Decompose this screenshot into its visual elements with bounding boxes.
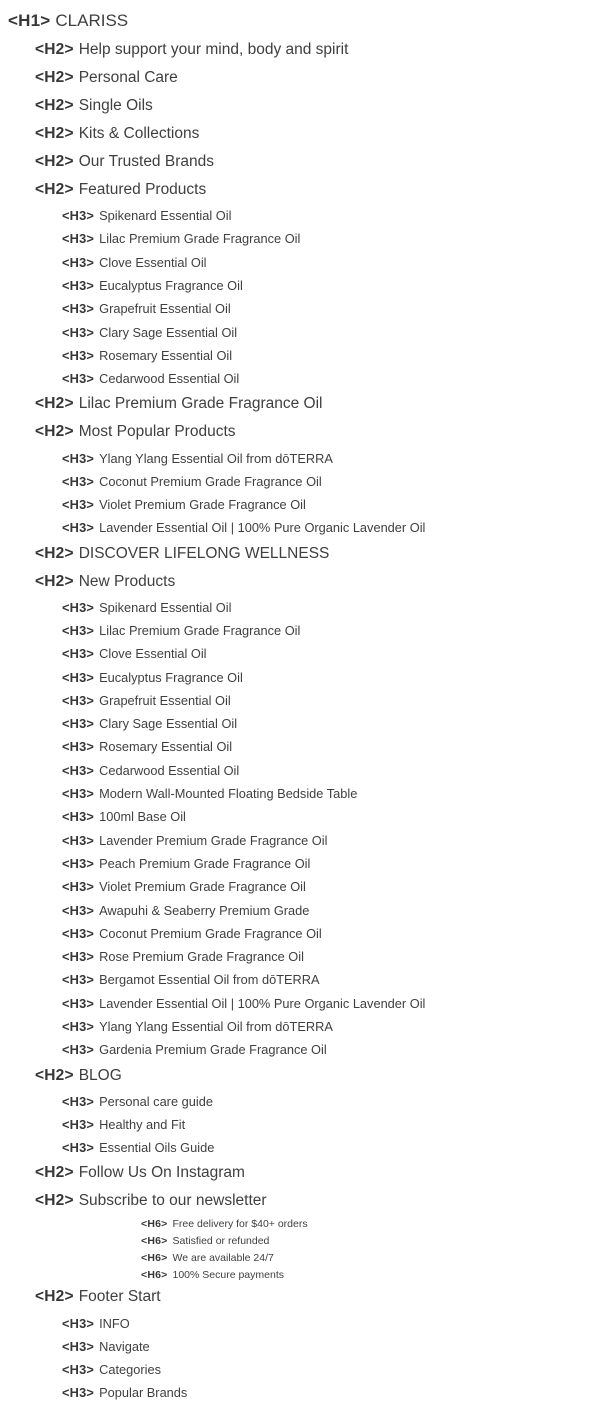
heading-level-tag: <H2> [35,1164,74,1182]
heading-row-h3 [0,297,600,320]
heading-text: Gardenia Premium Grade Fragrance Oil [99,1042,327,1058]
heading-row-h3 [0,1335,600,1358]
heading-row-h2 [0,120,600,148]
heading-row-h3 [0,689,600,712]
heading-level-tag: <H3> [62,371,95,387]
heading-row-h3 [0,922,600,945]
heading-row-h3 [0,992,600,1015]
heading-level-tag: <H2> [35,41,74,58]
heading-text: Our Trusted Brands [78,153,214,170]
heading-row-h2 [0,390,600,418]
heading-level-tag: <H2> [35,395,74,413]
heading-row-h2 [0,540,600,568]
heading-level-tag: <H3> [62,1140,95,1156]
heading-level-tag: <H3> [62,739,95,755]
heading-row-h3 [0,782,600,805]
heading-text: Rose Premium Grade Fragrance Oil [99,949,304,965]
heading-text: Coconut Premium Grade Fragrance Oil [99,925,322,941]
heading-text: Violet Premium Grade Fragrance Oil [99,879,306,895]
heading-row-h3 [0,1358,600,1381]
heading-text: Popular Brands [99,1385,188,1401]
heading-level-tag: <H3> [62,599,95,615]
heading-text: 100% Secure payments [172,1268,284,1281]
heading-text: Featured Products [78,181,207,198]
heading-text: Grapefruit Essential Oil [99,692,231,708]
heading-text: Coconut Premium Grade Fragrance Oil [99,473,322,489]
heading-level-tag: <H3> [62,786,95,802]
heading-text: Categories [99,1362,161,1378]
heading-level-tag: <H3> [62,1362,95,1378]
heading-text: Satisfied or refunded [172,1234,270,1247]
heading-row-h3 [0,1090,600,1113]
heading-row-h3 [0,968,600,991]
heading-text: Lavender Essential Oil | 100% Pure Organic Lavender Oil [99,995,426,1011]
heading-level-tag: <H2> [35,544,74,562]
heading-text: Eucalyptus Fragrance Oil [99,669,243,685]
heading-level-tag: <H3> [62,692,95,708]
heading-row-h3 [0,320,600,343]
heading-level-tag: <H3> [62,832,95,848]
heading-level-tag: <H3> [62,1385,95,1401]
heading-text: Clove Essential Oil [99,254,207,270]
heading-row-h3 [0,596,600,619]
heading-row-h3 [0,1381,600,1404]
heading-level-tag: <H3> [62,972,95,988]
heading-row-h3 [0,367,600,390]
heading-row-h3 [0,712,600,735]
heading-text: Lavender Essential Oil | 100% Pure Organic Lavender Oil [99,520,426,536]
heading-level-tag: <H3> [62,1042,95,1058]
heading-row-h3 [0,945,600,968]
heading-text: Peach Premium Grade Fragrance Oil [99,855,311,871]
heading-level-tag: <H3> [62,879,95,895]
heading-level-tag: <H3> [62,949,95,965]
heading-row-h3 [0,204,600,227]
heading-row-h3 [0,227,600,250]
heading-row-h1 [0,6,600,36]
heading-row-h2 [0,176,600,204]
heading-row-h2 [0,36,600,64]
heading-row-h3 [0,642,600,665]
heading-level-tag: <H2> [35,97,74,114]
heading-text: Navigate [99,1338,150,1354]
heading-level-tag: <H3> [62,716,95,732]
heading-text: Free delivery for $40+ orders [172,1217,308,1230]
heading-text: Single Oils [78,97,153,114]
heading-text: Spikenard Essential Oil [99,599,232,615]
heading-level-tag: <H2> [35,69,74,86]
heading-row-h2 [0,92,600,120]
heading-text: Lilac Premium Grade Fragrance Oil [99,623,301,638]
heading-row-h6 [0,1266,600,1283]
heading-level-tag: <H3> [62,1093,95,1109]
heading-text: Clary Sage Essential Oil [99,324,238,340]
heading-row-h3 [0,735,600,758]
heading-text: Ylang Ylang Essential Oil from dōTERRA [99,450,333,466]
heading-text: We are available 24/7 [172,1251,274,1264]
heading-row-h3 [0,1311,600,1334]
heading-level-tag: <H6> [141,1268,168,1281]
heading-level-tag: <H3> [62,762,95,778]
heading-text: Spikenard Essential Oil [99,208,232,224]
heading-level-tag: <H2> [35,153,74,170]
heading-level-tag: <H3> [62,925,95,941]
heading-level-tag: <H2> [35,1066,74,1084]
heading-level-tag: <H3> [62,254,95,270]
heading-row-h3 [0,1015,600,1038]
heading-text: Lilac Premium Grade Fragrance Oil [78,395,323,413]
heading-level-tag: <H3> [62,497,95,513]
heading-text: Kits & Collections [78,125,200,142]
heading-row-h3 [0,898,600,921]
heading-row-h2 [0,568,600,596]
heading-level-tag: <H1> [8,11,51,30]
heading-row-h3 [0,805,600,828]
heading-text: Ylang Ylang Essential Oil from dōTERRA [99,1019,333,1035]
heading-level-tag: <H2> [35,125,74,142]
heading-text: Clary Sage Essential Oil [99,716,238,732]
heading-text: Grapefruit Essential Oil [99,301,231,317]
heading-row-h2 [0,1062,600,1090]
heading-level-tag: <H6> [141,1251,168,1264]
heading-row-h3 [0,852,600,875]
heading-level-tag: <H3> [62,995,95,1011]
heading-text: Personal Care [78,69,178,86]
heading-text: Follow Us On Instagram [78,1164,245,1182]
heading-text: 100ml Base Oil [99,809,186,825]
heading-level-tag: <H3> [62,623,95,638]
heading-level-tag: <H2> [35,1192,74,1210]
heading-text: Healthy and Fit [99,1116,186,1132]
heading-level-tag: <H3> [62,347,95,363]
heading-level-tag: <H3> [62,1338,95,1354]
heading-row-h3 [0,875,600,898]
heading-level-tag: <H3> [62,1116,95,1132]
heading-text: Rosemary Essential Oil [99,739,233,755]
heading-level-tag: <H3> [62,646,95,662]
heading-text: CLARISS [55,11,129,30]
heading-level-tag: <H3> [62,1019,95,1035]
heading-text: Rosemary Essential Oil [99,347,233,363]
heading-row-h2 [0,1159,600,1187]
heading-text: Most Popular Products [78,423,236,441]
heading-row-h3 [0,493,600,516]
heading-text: Bergamot Essential Oil from dōTERRA [99,972,320,988]
heading-level-tag: <H3> [62,809,95,825]
heading-row-h3 [0,516,600,539]
heading-text: Help support your mind, body and spirit [78,41,349,58]
heading-row-h6 [0,1215,600,1232]
heading-text: Personal care guide [99,1093,213,1109]
heading-row-h3 [0,1038,600,1061]
heading-row-h3 [0,274,600,297]
heading-level-tag: <H2> [35,181,74,198]
heading-level-tag: <H3> [62,450,95,466]
heading-row-h3 [0,1113,600,1136]
heading-row-h6 [0,1249,600,1266]
heading-row-h3 [0,619,600,642]
heading-row-h2 [0,1187,600,1215]
heading-level-tag: <H3> [62,301,95,317]
heading-level-tag: <H3> [62,855,95,871]
heading-text: INFO [99,1315,130,1331]
heading-level-tag: <H6> [141,1217,168,1230]
heading-level-tag: <H3> [62,520,95,536]
heading-text: New Products [78,572,176,590]
heading-text: Lavender Premium Grade Fragrance Oil [99,832,328,848]
heading-row-h2 [0,148,600,176]
heading-text: Footer Start [78,1288,161,1306]
heading-row-h3 [0,829,600,852]
heading-row-h3 [0,470,600,493]
heading-text: BLOG [78,1066,122,1084]
heading-text: Subscribe to our newsletter [78,1192,267,1210]
heading-row-h3 [0,1136,600,1159]
heading-text: Cedarwood Essential Oil [99,371,240,387]
heading-text: Violet Premium Grade Fragrance Oil [99,497,306,513]
heading-text: Clove Essential Oil [99,646,207,662]
heading-row-h6 [0,1232,600,1249]
heading-row-h3 [0,759,600,782]
heading-level-tag: <H3> [62,473,95,489]
heading-level-tag: <H2> [35,1288,74,1306]
heading-text: DISCOVER LIFELONG WELLNESS [78,544,330,562]
heading-level-tag: <H3> [62,324,95,340]
heading-level-tag: <H3> [62,669,95,685]
heading-level-tag: <H6> [141,1234,168,1247]
heading-text: Eucalyptus Fragrance Oil [99,278,243,294]
heading-row-h2 [0,64,600,92]
heading-row-h3 [0,344,600,367]
heading-row-h2 [0,1283,600,1311]
heading-text: Modern Wall-Mounted Floating Bedside Table [99,786,358,802]
heading-level-tag: <H3> [62,902,95,918]
heading-level-tag: <H3> [62,278,95,294]
heading-row-h3 [0,251,600,274]
heading-text: Lilac Premium Grade Fragrance Oil [99,231,301,247]
heading-row-h3 [0,665,600,688]
heading-text: Essential Oils Guide [99,1140,215,1156]
heading-text: Cedarwood Essential Oil [99,762,240,778]
heading-row-h2 [0,418,600,446]
heading-level-tag: <H3> [62,1315,95,1331]
heading-text: Awapuhi & Seaberry Premium Grade [99,902,310,918]
heading-row-h3 [0,446,600,469]
heading-level-tag: <H3> [62,231,95,247]
heading-level-tag: <H2> [35,423,74,441]
heading-level-tag: <H2> [35,572,74,590]
heading-level-tag: <H3> [62,208,95,224]
